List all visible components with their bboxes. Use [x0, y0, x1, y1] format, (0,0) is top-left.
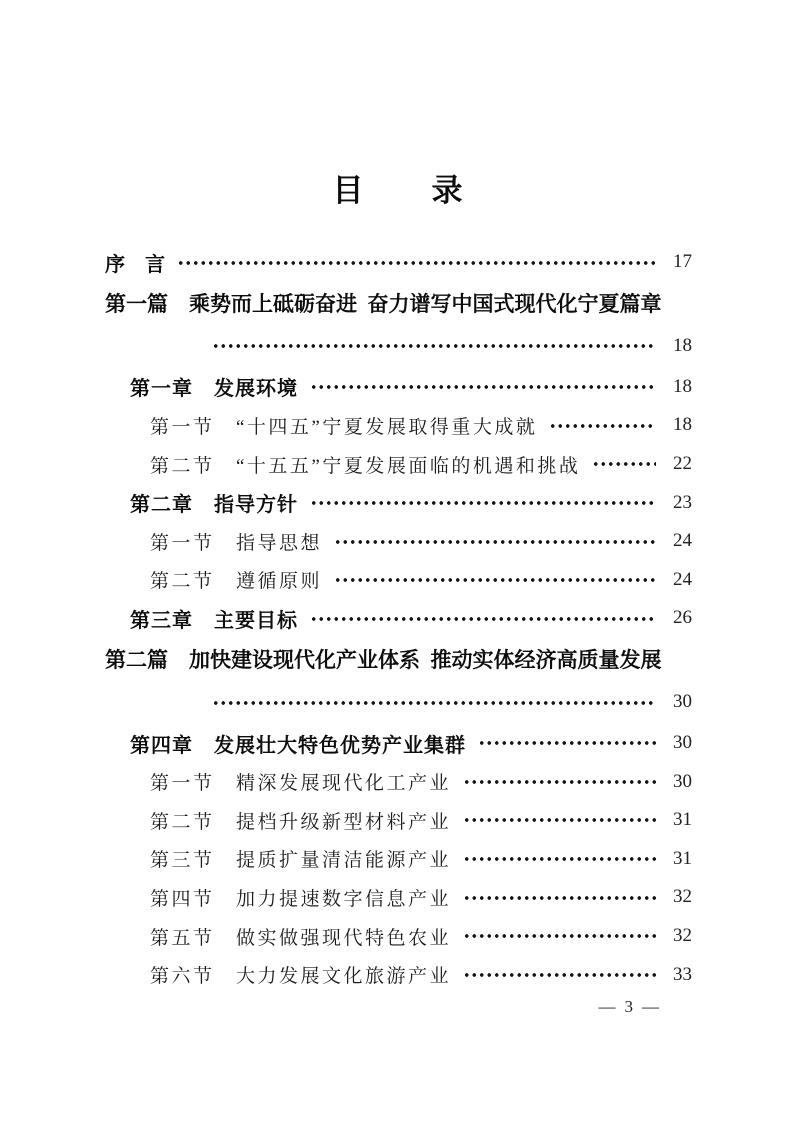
- toc-entry-label: 第二节 提档升级新型材料产业: [150, 811, 452, 833]
- toc-entry: [105, 801, 692, 840]
- toc-page-number: 18: [673, 414, 692, 436]
- dotted-leader: [310, 599, 656, 638]
- toc-entry-label: 第一节 指导思想: [150, 532, 323, 554]
- toc-entry: [105, 483, 692, 522]
- toc-entry-label: 第二节 遵循原则: [150, 571, 323, 593]
- dotted-leader: [463, 801, 656, 840]
- dotted-leader: [478, 724, 656, 763]
- footer-page-number: 3: [624, 997, 633, 1016]
- toc-entry-label: 第四节 加力提速数字信息产业: [150, 888, 452, 910]
- toc-page-number: 18: [673, 335, 692, 357]
- page-title: 目 录: [332, 173, 465, 208]
- toc-entry-label: 第二篇 加快建设现代化产业体系 推动实体经济高质量发展: [105, 649, 662, 673]
- toc-entry: [105, 368, 692, 407]
- toc-entry-continuation: [105, 325, 692, 368]
- toc-entry: [105, 878, 692, 917]
- dotted-leader: [334, 522, 656, 561]
- toc-entry: [105, 282, 692, 325]
- toc-entry: [105, 638, 692, 681]
- toc-page-number: 26: [673, 607, 692, 629]
- toc-page-number: 18: [673, 375, 692, 397]
- toc-entry-label: 第六节 大力发展文化旅游产业: [150, 966, 452, 988]
- toc-entry: [105, 561, 692, 600]
- dotted-leader: [177, 243, 656, 282]
- dotted-leader: [334, 561, 656, 600]
- dotted-leader: [549, 406, 656, 445]
- dotted-leader: [463, 917, 656, 956]
- toc-page-number: 32: [673, 925, 692, 947]
- toc-entry: [105, 599, 692, 638]
- dotted-leader: [463, 840, 656, 879]
- toc-page-number: 30: [673, 732, 692, 754]
- dotted-leader: [212, 325, 656, 368]
- toc-entry: [105, 955, 692, 994]
- toc-entry: [105, 840, 692, 879]
- toc-part-entry: [105, 282, 692, 368]
- dotted-leader: [463, 955, 656, 994]
- toc-page-number: 24: [673, 530, 692, 552]
- dotted-leader: [310, 368, 656, 407]
- toc-entry-label: 第三节 提质扩量清洁能源产业: [150, 850, 452, 872]
- toc-page-number: 23: [673, 491, 692, 513]
- toc-entry-label: 第三章 主要目标: [130, 609, 298, 632]
- toc-part-entry: [105, 638, 692, 724]
- dotted-leader: [310, 483, 656, 522]
- toc-entry: [105, 522, 692, 561]
- toc-page-number: 30: [673, 691, 692, 713]
- toc-entry-label: 第五节 做实做强现代特色农业: [150, 927, 452, 949]
- toc-entry-label: 第一章 发展环境: [130, 378, 298, 401]
- footer-dash-right: —: [642, 997, 659, 1016]
- toc-page-number: 32: [673, 886, 692, 908]
- toc-entry-label: 第一篇 乘势而上砥砺奋进 奋力谱写中国式现代化宁夏篇章: [105, 293, 662, 317]
- toc-entry-label: 第一节 精深发展现代化工产业: [150, 773, 452, 795]
- toc-entry: [105, 724, 692, 763]
- toc-page-number: 22: [673, 453, 692, 475]
- dotted-leader: [463, 878, 656, 917]
- toc-entry-label: 第四章 发展壮大特色优势产业集群: [130, 734, 466, 757]
- toc-page-number: 30: [673, 770, 692, 792]
- toc-page-number: 31: [673, 809, 692, 831]
- dotted-leader: [592, 445, 656, 484]
- toc-entry: [105, 762, 692, 801]
- toc-page-number: 33: [673, 963, 692, 985]
- table-of-contents: [105, 243, 692, 994]
- toc-page-number: 24: [673, 568, 692, 590]
- page-footer: [590, 997, 669, 1017]
- toc-page-number: 17: [673, 251, 692, 273]
- toc-entry-label: 第二节 “十五五”宁夏发展面临的机遇和挑战: [150, 455, 581, 477]
- toc-page-number: 31: [673, 847, 692, 869]
- toc-entry-label: 第一节 “十四五”宁夏发展取得重大成就: [150, 416, 538, 438]
- toc-entry-continuation: [105, 681, 692, 724]
- dotted-leader: [463, 762, 656, 801]
- toc-entry: [105, 917, 692, 956]
- toc-entry: [105, 445, 692, 484]
- dotted-leader: [212, 681, 656, 724]
- toc-entry: [105, 243, 692, 282]
- footer-dash-left: —: [598, 997, 616, 1016]
- toc-entry: [105, 406, 692, 445]
- toc-entry-label: 第二章 指导方针: [130, 494, 298, 517]
- toc-entry-label: 序 言: [105, 253, 165, 276]
